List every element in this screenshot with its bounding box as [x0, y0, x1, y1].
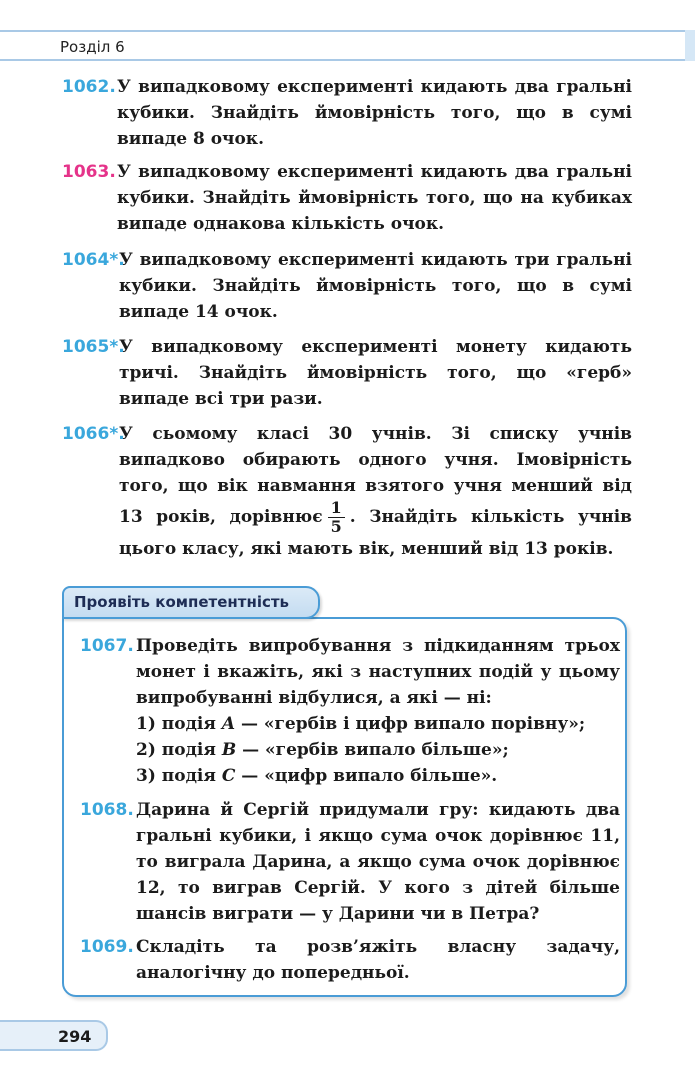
section-title: Розділ 6: [60, 38, 125, 56]
problem-text: [119, 421, 632, 562]
header-bar: [0, 30, 695, 61]
problem-text: У випадковому експерименті монету кидають тричі. Знайдіть ймовірність того, що «герб» випаде всі три рази.: [119, 337, 632, 409]
fraction-denominator: 5: [330, 517, 342, 536]
problem-number: 1064*.: [62, 250, 125, 270]
event-item-a: [136, 711, 620, 737]
problem-number: 1065*.: [62, 337, 125, 357]
event-variable: C: [221, 766, 236, 786]
problem-1068: [80, 797, 620, 927]
problem-text-after: . Знайдіть кількість учнів цього класу, які мають вік, менший від 13 років.: [119, 507, 632, 559]
problem-number: 1069.: [80, 937, 134, 957]
page-number-tab: [0, 1020, 108, 1051]
problem-number: 1067.: [80, 636, 134, 656]
event-prefix: 2) подія: [136, 740, 222, 760]
event-variable: A: [221, 714, 236, 734]
problem-text: Дарина й Сергій придумали гру: кидають два гральні кубики, і якщо сума очок дорівнює 11, то виграла Дарина, а якщо сума очок дорівнює 12, то виграв Сергій. У кого з дітей більше шансів виграти — у Дарини чи в Петра?: [136, 800, 620, 924]
event-prefix: 1) подія: [136, 714, 222, 734]
problem-number: 1062.: [62, 77, 116, 97]
problem-text-before: У сьомому класі 30 учнів. Зі списку учнів випадково обирають одного учня. Імовірність того, що вік навмання взятого учня менший від 13 років, дорівнює: [119, 424, 632, 527]
problem-text: [136, 633, 620, 789]
event-item-c: [136, 763, 620, 789]
problem-1062: [62, 74, 632, 152]
problem-text: У випадковому експерименті кидають два гральні кубики. Знайдіть ймовірність того, що на кубиках випаде однакова кількість очок.: [117, 162, 632, 234]
problem-number: 1066*.: [62, 424, 125, 444]
event-prefix: 3) подія: [136, 766, 222, 786]
problem-intro: Проведіть випробування з підкиданням трьох монет і вкажіть, які з наступних подій у цьому випробуванні відбулися, а які — ні:: [136, 636, 620, 708]
problem-1067: [80, 633, 620, 789]
problem-1066: [62, 421, 632, 562]
event-item-b: [136, 737, 620, 763]
event-description: — «гербів випало більше»;: [236, 740, 509, 760]
problem-1069: [80, 934, 620, 986]
problem-1064: [62, 247, 632, 325]
problem-text: У випадковому експерименті кидають три гральні кубики. Знайдіть ймовірність того, що в сумі випаде 14 очок.: [119, 250, 632, 322]
page-number: 294: [58, 1027, 92, 1046]
problem-number: 1068.: [80, 800, 134, 820]
problem-number: 1063.: [62, 162, 116, 182]
event-description: — «гербів і цифр випало порівну»;: [235, 714, 586, 734]
competence-box: [62, 617, 627, 997]
problem-text: Складіть та розв’яжіть власну задачу, аналогічну до попередньої.: [136, 937, 620, 983]
competence-title: Проявіть компетентність: [74, 593, 290, 611]
problem-1065: [62, 334, 632, 412]
event-description: — «цифр випало більше».: [235, 766, 498, 786]
fraction: [328, 499, 345, 536]
problem-text: У випадковому експерименті кидають два гральні кубики. Знайдіть ймовірність того, що в сумі випаде 8 очок.: [117, 77, 632, 149]
problem-1063: [62, 159, 632, 237]
event-variable: B: [221, 740, 237, 760]
competence-tab: [62, 586, 320, 619]
fraction-numerator: 1: [328, 499, 345, 518]
